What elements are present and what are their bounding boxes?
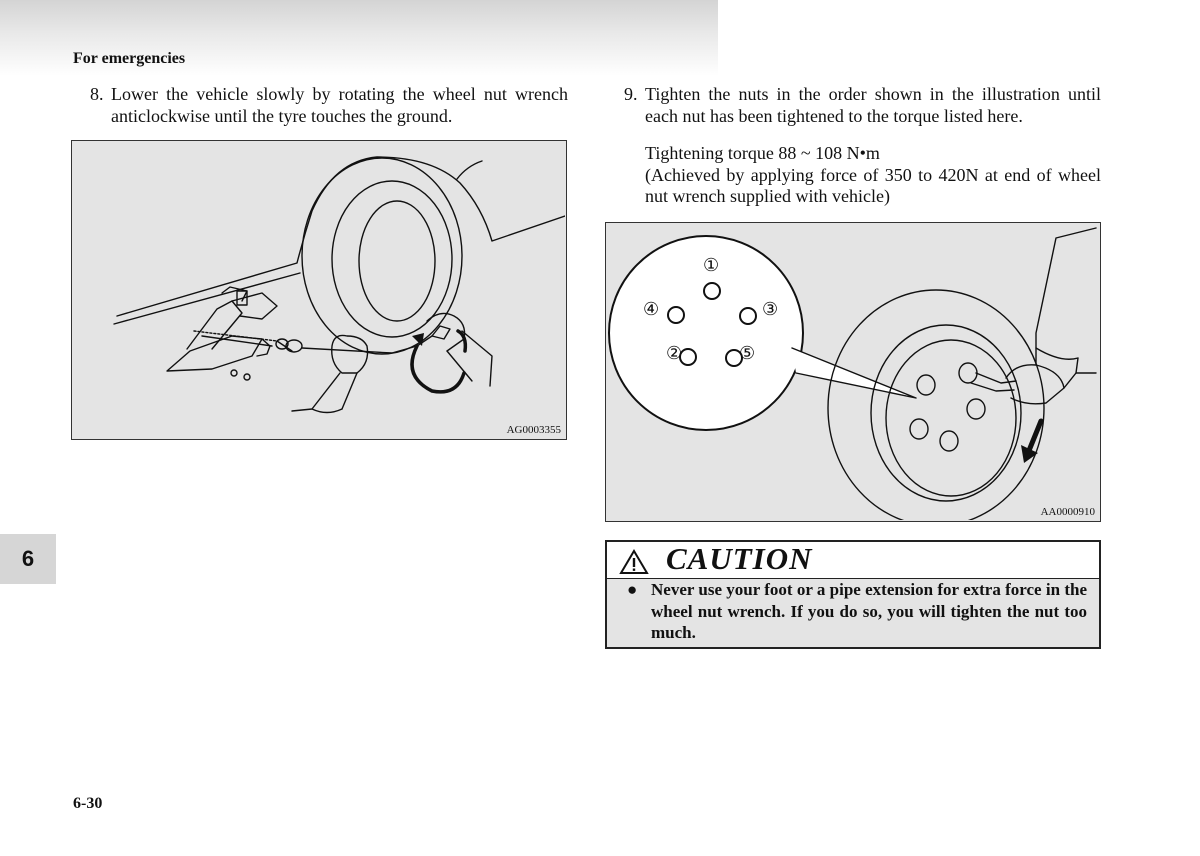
nut-order-drawing xyxy=(606,223,1099,520)
caution-heading: CAUTION xyxy=(666,541,813,576)
torque-value: Tightening torque 88 ~ 108 N•m xyxy=(645,143,880,163)
step-9 xyxy=(624,84,1101,127)
step-8-number: 8. xyxy=(90,84,104,104)
step-8-text: Lower the vehicle slowly by rotating the wheel nut wrench anticlockwise until the tyre touches the ground. xyxy=(111,84,568,126)
bullet-icon: ● xyxy=(627,580,638,599)
step-9-number: 9. xyxy=(624,84,638,104)
jack-lowering-illustration xyxy=(71,140,567,440)
warning-triangle-icon xyxy=(619,549,649,575)
figure-1-code: AG0003355 xyxy=(506,424,561,436)
caution-body xyxy=(627,579,1087,644)
nut-label-1: ① xyxy=(703,255,720,275)
torque-note: (Achieved by applying force of 350 to 420N at end of wheel nut wrench supplied with vehicle) xyxy=(645,164,1101,206)
jack-lowering-drawing xyxy=(72,141,565,438)
chapter-tab: 6 xyxy=(0,534,56,584)
nut-tightening-illustration xyxy=(605,222,1101,522)
caution-text: Never use your foot or a pipe extension for extra force in the wheel nut wrench. If you do so, you will tighten the nut too much. xyxy=(651,580,1087,642)
step-9-text: Tighten the nuts in the order shown in the illustration until each nut has been tightened to the torque listed here. xyxy=(645,84,1101,126)
nut-label-5: ⑤ xyxy=(739,343,756,363)
torque-spec xyxy=(645,143,1101,208)
step-8 xyxy=(90,84,568,127)
page-number: 6-30 xyxy=(73,795,103,812)
figure-2-code: AA0000910 xyxy=(1040,506,1095,518)
section-title: For emergencies xyxy=(73,50,186,67)
caution-box xyxy=(605,540,1101,649)
nut-label-3: ③ xyxy=(762,299,779,319)
nut-label-4: ④ xyxy=(643,299,660,319)
caution-header xyxy=(607,542,1099,579)
nut-label-2: ② xyxy=(666,343,683,363)
